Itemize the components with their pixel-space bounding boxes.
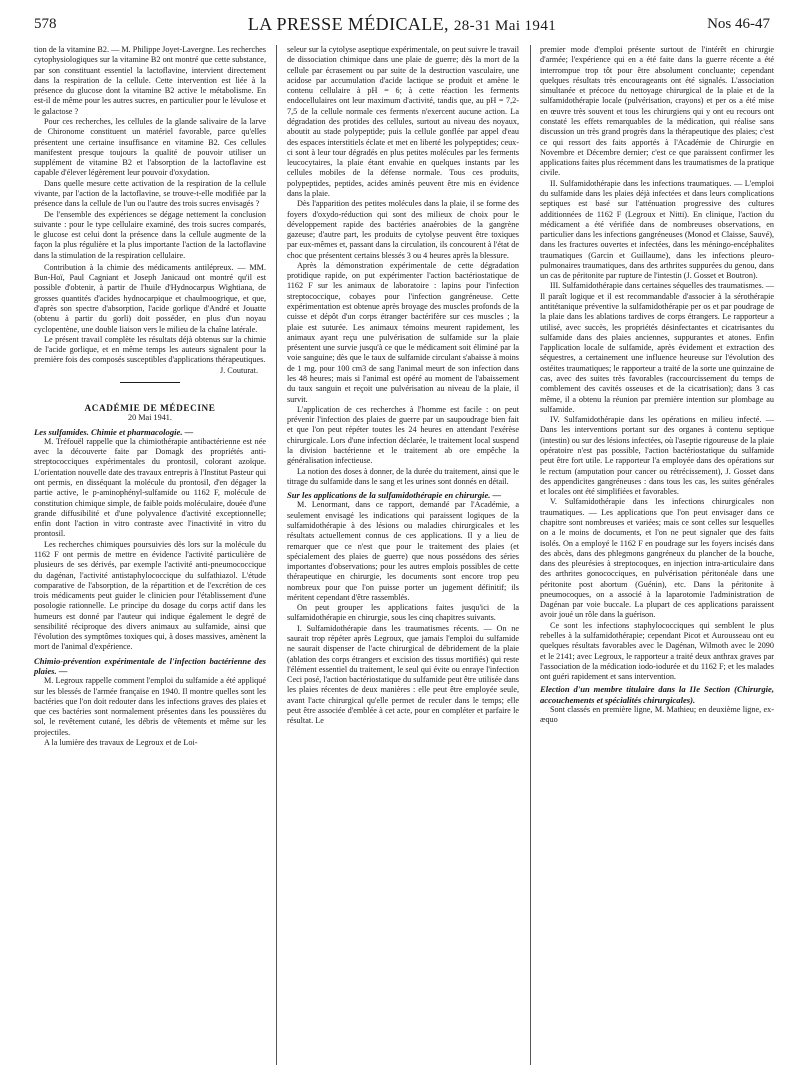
paragraph: M. Tréfouël rappelle que la chimiothérapie antibactérienne est née avec la découverte faite par Domagk des propriétés anti-streptococciques expérimentales du prontosil, colorant azoïque. L'orientation nouvelle date des travaux entrepris à l'Institut Pasteur qui ont permis, en disséquant la molécule du prontosil, d'en dégager la partie active, le p-aminophényl-sulfamide ou 1162 F, molécule de constitution chimique simple, de faible poids moléculaire, douée d'une grande diffusibilité et d'une polyvalence d'activité exceptionnelle; enfin dont l'action in vitro contraste avec l'inactivité in vitro du prontosil. — [34, 436, 266, 539]
section-heading: ACADÉMIE DE MÉDECINE — [84, 403, 216, 413]
paragraph: De l'ensemble des expériences se dégage nettement la conclusion suivante : pour le type cellulaire examiné, des trois sucres comparés, le glucose est celui dont la présence dans la cellule augmente de la façon la plus régulière et la plus importante l'action de la lactoflavine dans la stimulation de la respiration cellulaire. — [34, 209, 266, 260]
paragraph: Dès l'apparition des petites molécules dans la plaie, il se forme des foyers d'oxydo-réduction qui sont des milieux de choix pour le développement rapide des bactéries anaérobies de la gangrène gazeuse; d'autre part, les produits de cytolyse peuvent être toxiques par eux-mêmes et, passant dans la circulation, ils concourent à l'état de choc que présentent certains blessés 3 ou 4 heures après la blessure. — [287, 199, 519, 260]
paragraph: M. Legroux rappelle comment l'emploi du sulfamide a été appliqué sur les blessés de l'armée française en 1940. Il montre quelles sont les bactéries que l'on doit redouter dans les infections graves des plaies et que ces bactéries sont normalement présentes dans les poussières du sol, le revêtement cutané, les débris de vêtements et même sur les projectiles. — [34, 676, 266, 737]
paragraph: V. Sulfamidothérapie dans les infections chirurgicales non traumatiques. — Les applications que l'on peut envisager dans ce chapitre sont nombreuses et variées; mais ce sont celles sur lesquelles on a le moins de documents, et l'on ne peut signaler que des faits isolés. On a employé le 1162 F en poudrage sur les foyers incisés dans des abcès, dans des phlegmons gangréneux du plancher de la bouche, dans des pleurésies à streptocoques, en injection intra-articulaire dans des arthrites gonococciques, en pulvérisation péritonéale dans une péritonite post abortum (Guénin), etc. Dans la péritonite à pneumocoques, on a associé à la laparotomie l'administration de Dagénan par voie buccale. La plupart de ces applications paraissent avoir joué un rôle dans la guérison. — [540, 497, 774, 620]
paragraph: Ce sont les infections staphylococciques qui semblent le plus rebelles à la sulfamidothérapie; cependant Picot et Aurousseau ont eu quelques résultats favorables avec le Dagénan, Wilmoth avec le 2090 et le 2141; avec Legroux, le rapporteur a traité deux anthrax graves par l'association de la médication iodo-iodurée et du 1162 F; et les malades ont guéri rapidement et sans intervention. — [540, 620, 774, 682]
column-left — [34, 45, 266, 748]
section-divider — [120, 382, 180, 383]
journal-name: LA PRESSE MÉDICALE, — [247, 14, 449, 34]
paragraph: Le présent travail complète les résultats déjà obtenus sur la chimie de l'acide gorlique, et en même temps les auteurs signalent pour la première fois des composés susceptibles d'applications thérapeutiques. — [34, 334, 266, 365]
paragraph: IV. Sulfamidothérapie dans les opérations en milieu infecté. — Dans les interventions portant sur des organes à contenu septique (intestin) ou sur des lésions infectées, où l'aseptie rigoureuse de la plaie opératoire n'est pas possible, l'action bactériostatique du sulfamide peut être fort utile. Le rapporteur l'a employée dans des opérations sur le rectum (amputation pour cancer ou rétrécissement), J. Gosset dans des appendicites gangréneuses : dans tous les cas, les suites générales et locales ont été simplifiées et favorables. — [540, 415, 774, 497]
page-number: 578 — [34, 16, 57, 32]
page-header — [34, 12, 770, 38]
section-date: 20 Mai 1941. — [128, 413, 172, 423]
paragraph: A la lumière des travaux de Legroux et de Loi- — [44, 738, 198, 747]
article-heading: Election d'un membre titulaire dans la IIe Section (Chirurgie, accouchements et spécialités chirurgicales). — [540, 684, 774, 705]
paragraph: Les recherches chimiques poursuivies dès lors sur la molécule du 1162 F ont permis de mettre en évidence l'activité particulière de plusieurs de ses dérivés, par exemple l'activité anti-pneumococcique du dagénan, l'activité antistaphylococcique du sulfathiazol. L'étude comparative de l'absorption, de la répartition et de l'excrétion de ces trois médicaments peut guider le clinicien pour l'établissement d'une posologie rationnelle. Le principe du dosage du corps actif dans les humeurs est donné par l'auteur qui indique également le degré de sensibilité réciproque des divers animaux au sulfamide, ainsi que l'évolution des symptômes toxiques qui, à doses massives, amènent la mort de l'animal d'expérience. — [34, 539, 266, 652]
column-rule-right — [530, 45, 531, 1065]
paragraph: I. Sulfamidothérapie dans les traumatismes récents. — On ne saurait trop répéter après Legroux, que jamais l'emploi du sulfamide ne saurait dispenser de l'acte chirurgical de débridement de la plaie (ablation des corps étrangers et excision des tissus mortifiés) qui reste l'élément essentiel du traitement, le seul qui évite ou enraye l'infection Ceci posé, l'action bactériostatique du sulfamide peut être utilisée dans les plaies récentes de deux manières : elle peut être employée seule, avant l'acte chirurgical qu'elle permet de reculer dans le temps; elle peut être associée d'emblée à cet acte, pour en compléter et parfaire le résultat. Le — [287, 623, 519, 726]
paragraph: tion de la vitamine B2. — M. Philippe Joyet-Lavergne. Les recherches cytophysiologiques sur la vitamine B2 ont montré que cette substance, par son constituant essentiel la lactoflavine, intervient directement dans la respiration de la cellule. Cette intervention est liée à la présence du glucose dont la vitamine B2 active le métabolisme. En est-il de même pour les autres sucres, en particulier pour le lévulose et le galactose ? — [34, 45, 266, 116]
column-rule-left — [276, 45, 277, 1065]
paragraph: La notion des doses à donner, de la durée du traitement, ainsi que le titrage du sulfamide dans le sang et les urines sont donnés en détail. — [287, 466, 519, 486]
signature: J. Couturat. — [220, 365, 258, 375]
paragraph: Contribution à la chimie des médicaments antilépreux. — MM. Bun-Hoï, Paul Cagniant et Joseph Janicaud ont montré qu'il est possible d'obtenir, à partir de l'huile d'Hydnocarpus Wightiana, de grosses quantités d'acides hydnocarpique et chaulmoogrique, et que, d'après son spectre d'absorption, l'acide gorlique d'André et Jouatte (obtenu à partir du gorli) doit posséder, en plus d'un noyau cyclopentène, une double liaison vers le milieu de la chaîne latérale. — [34, 262, 266, 334]
paragraph: Sont classés en première ligne, M. Mathieu; en deuxième ligne, ex-æquo — [540, 705, 774, 725]
issue-number: Nos 46-47 — [707, 16, 770, 32]
paragraph: Après la démonstration expérimentale de cette dégradation protidique rapide, on put expérimenter l'action bactériostatique de 1162 F sur les animaux de laboratoire : lapins pour l'infection streptococcique, cobayes pour l'infection gangréneuse. Cette expérimentation est obtenue après broyage des muscles profonds de la cuisse et dépôt d'un corps étranger bactérifère sur ces muscles ; la plaie est suturée. Les animaux témoins meurent rapidement, les animaux ayant reçu une pulvérisation de sulfamide sur la plaie présentent une survie jusqu'à ce que le médicament soit éliminé par la voie sanguine; dès que le taux de sulfamide circulant s'abaisse à moins de 1 mg. pour 100 cm3 de sang l'animal meurt de son infection dans les 48 heures; mais si l'animal est opéré au moment de l'abaissement du taux sanguin et reçoit une pulvérisation au niveau de la plaie, il survit. — [287, 260, 519, 404]
journal-title-line — [34, 14, 770, 35]
paragraph: premier mode d'emploi présente surtout de l'intérêt en chirurgie d'armée; l'expérience qui en a été faite dans la guerre récente a été interrompue trop tôt pour être absolument concluante; cependant quelques résultats très encourageants ont été signalés. L'association simultanée et précoce du nettoyage chirurgical de la plaie et de la sulfamidothérapie locale (pulvérisation, crayons) et per os a été mise en œuvre très souvent et tous les chirurgiens qui y ont eu recours ont constaté les effets remarquables de la médication, qui réalise sans discussion un très grand progrès dans la thérapeutique des plaies; c'est ce qui ressort des faits apportés à l'Académie de Chirurgie en Novembre et Décembre dernier; c'est ce que paraissent confirmer les applications faites plus récemment dans les traumatismes de la pratique civile. — [540, 45, 774, 178]
article-heading: Chimio-prévention expérimentale de l'infection bactérienne des plaies. — — [34, 655, 266, 677]
paragraph: L'application de ces recherches à l'homme est facile : on peut prévenir l'infection des plaies de guerre par un saupoudrage bien fait et que l'on peut répéter toutes les 24 heures en attendant l'exérèse chirurgicale. Lors d'une infection déclarée, le traitement local suspend la division bactérienne et le traitement ab ore empêche la généralisation infectieuse. — [287, 404, 519, 466]
paragraph: Dans quelle mesure cette activation de la respiration de la cellule vivante, par l'action de la lactoflavine, se trouve-t-elle modifiée par la présence dans la cellule de l'un ou l'autre des trois sucres envisagés ? — [34, 178, 266, 209]
issue-date: 28-31 Mai 1941 — [453, 18, 557, 34]
paragraph: III. Sulfamidothérapie dans certaines séquelles des traumatismes. — Il paraît logique et il est recommandable d'associer à la sérothérapie antitétanique préventive la sulfamidothérapie per os et par poudrage de la plaie dans les ablations tardives de corps étrangers. Le rapporteur a utilisé, avec succès, les propriétés désinfectantes et cicatrisantes du sulfamide dans des plaies anciennes, suppurantes et atones. Enfin l'application locale de sulfamide, après évidement et extraction des séquestres, a certainement une influence heureuse sur l'évolution des ostéites traumatiques; le rapporteur a traité de la sorte une quinzaine de cas, avec des suites très favorables (raccourcissement du temps de comblement des cavités osseuses et de la cicatrisation); dans 3 cas même, il a obtenu la réunion par première intention sur plombage au sulfamide. — [540, 281, 774, 414]
column-middle — [287, 45, 519, 727]
paragraph: On peut grouper les applications faites jusqu'ici de la sulfamidothérapie en chirurgie, sous les cinq chapitres suivants. — [287, 603, 519, 623]
paragraph: seleur sur la cytolyse aseptique expérimentale, on peut suivre le travail de dissociation chimique dans une plaie de guerre; dès la mort de la cellule par écrasement ou par suite de la destruction vasculaire, une acidose par accumulation d'acide lactique se produit et amène le contenu cellulaire à pH = 6; à cette réaction les ferments endocellulaires ont leur maximum d'activité, tandis que, au pH = 7,2-7,5 de la cellule normale ces ferments n'exercent aucune action. La dégradation des protides des cellules, surtout au niveau des noyaux, aboutit au stade polypeptide; puis la cellule gonflée par appel d'eau des espaces interstitiels éclate et met en liberté les polypeptides; ceux-ci sont à leur tour dégradés en plus petites molécules par les ferments leucocytaires, la plaie étant envahie en quelques instants par les cellules mobiles de la défense normale. Tous ces produits, polypeptides, peptides, acides aminés peuvent être mis en évidence dans la plaie. — [287, 45, 519, 198]
article-heading: Les sulfamides. Chimie et pharmacologie. — — [34, 426, 194, 437]
paragraph: M. Lenormant, dans ce rapport, demandé par l'Académie, a seulement envisagé les indications qui paraissent logiques de la sulfamidothérapie à des lésions ou maladies chirurgicales et les résultats actuellement connus de ces applications. Il y a lieu de remarquer que ce n'est que pour le traitement des plaies (et spécialement des plaies de guerre) que nous possédons des séries importantes d'observations; pour les autres emplois possibles de cette thérapeutique en chirurgie, les documents sont encore trop peu nombreux pour que l'on puisse porter un jugement définitif; ils méritent cependant d'être rassemblés. — [287, 500, 519, 602]
paragraph: II. Sulfamidothérapie dans les infections traumatiques. — L'emploi du sulfamide dans les plaies déjà infectées et dans leurs complications septiques est basé sur l'atténuation progressive des cultures additionnées de 1162 F (Legroux et Nitti). En clinique, l'action du médicament a été vérifiée dans de nombreuses observations, en particulier dans les infections gangréneuses (Monod et Claisse, Sauvé), dans les fractures ouvertes et infectées, dans les méningo-encéphalites traumatiques (Garcin et Guillaume), dans les infections pleuro-pulmonaires traumatiques, dans des arthrites suppurées du genou, dans un cas de péritonite par rupture de l'intestin (J. Gosset et Boutron). — [540, 178, 774, 281]
article-heading: Sur les applications de la sulfamidothérapie en chirurgie. — — [287, 490, 502, 501]
paragraph: Pour ces recherches, les cellules de la glande salivaire de la larve de Chironome constituent un matériel favorable, parce qu'elles présentent une certaine insuffisance en vitamine B2. Ces cellules manifestent presque toujours la qualité de pouvoir utiliser un supplément de vitamine B2 et l'absorption de la lactoflavine est capable d'élever légèrement leur pouvoir d'oxydation. — [34, 116, 266, 178]
column-right — [540, 45, 774, 726]
